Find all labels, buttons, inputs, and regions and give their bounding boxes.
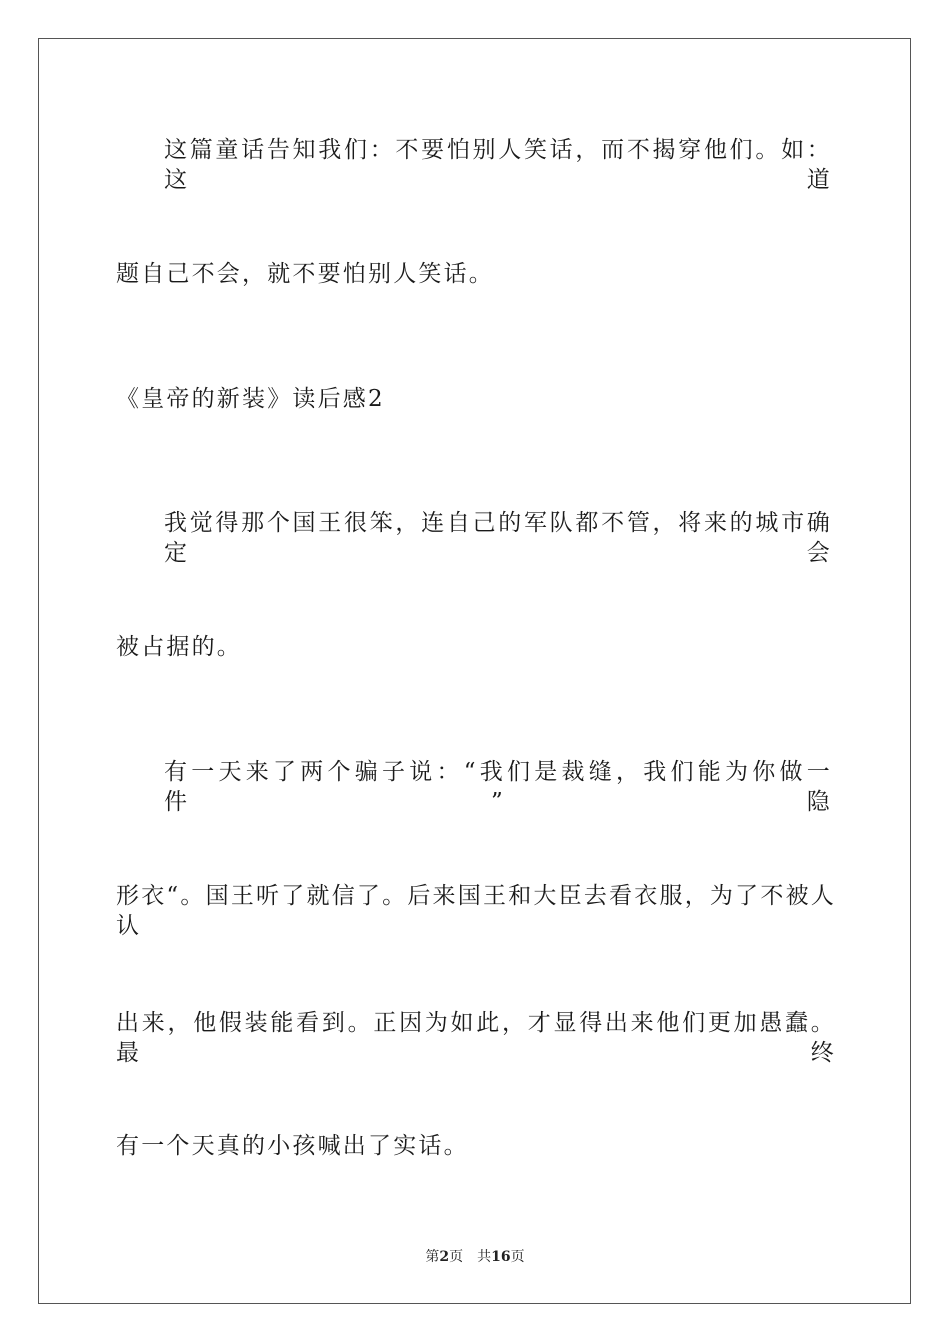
paragraph-3-line-3: 出来，他假装能看到。正因为如此，才显得出来他们更加愚蠢。最终 [116,1010,836,1066]
paragraph-3-line-2: 形衣“。国王听了就信了。后来国王和大臣去看衣服，为了不被人认 [116,883,836,939]
page-suffix: 页 [449,1249,464,1265]
total-suffix: 页 [510,1249,525,1265]
paragraph-2-line-2: 被占据的。 [116,634,242,660]
section-heading: 《皇帝的新装》读后感2 [116,386,385,412]
total-prefix: 共 [477,1249,492,1265]
paragraph-1-line-2: 题自己不会，就不要怕别人笑话。 [116,261,494,287]
page-footer [0,1248,950,1266]
paragraph-3-line-1: 有一天来了两个骗子说：“我们是裁缝，我们能为你做一件”隐 [164,759,832,815]
paragraph-2-line-1: 我觉得那个国王很笨，连自己的军队都不管，将来的城市确定会 [164,510,832,566]
page-number: 2 [439,1249,450,1265]
paragraph-3-line-4: 有一个天真的小孩喊出了实话。 [116,1133,469,1159]
paragraph-1-line-1: 这篇童话告知我们：不要怕别人笑话，而不揭穿他们。如：这道 [164,137,832,193]
page-prefix: 第 [425,1249,440,1265]
total-pages: 16 [491,1249,511,1265]
page-border [38,38,911,1304]
